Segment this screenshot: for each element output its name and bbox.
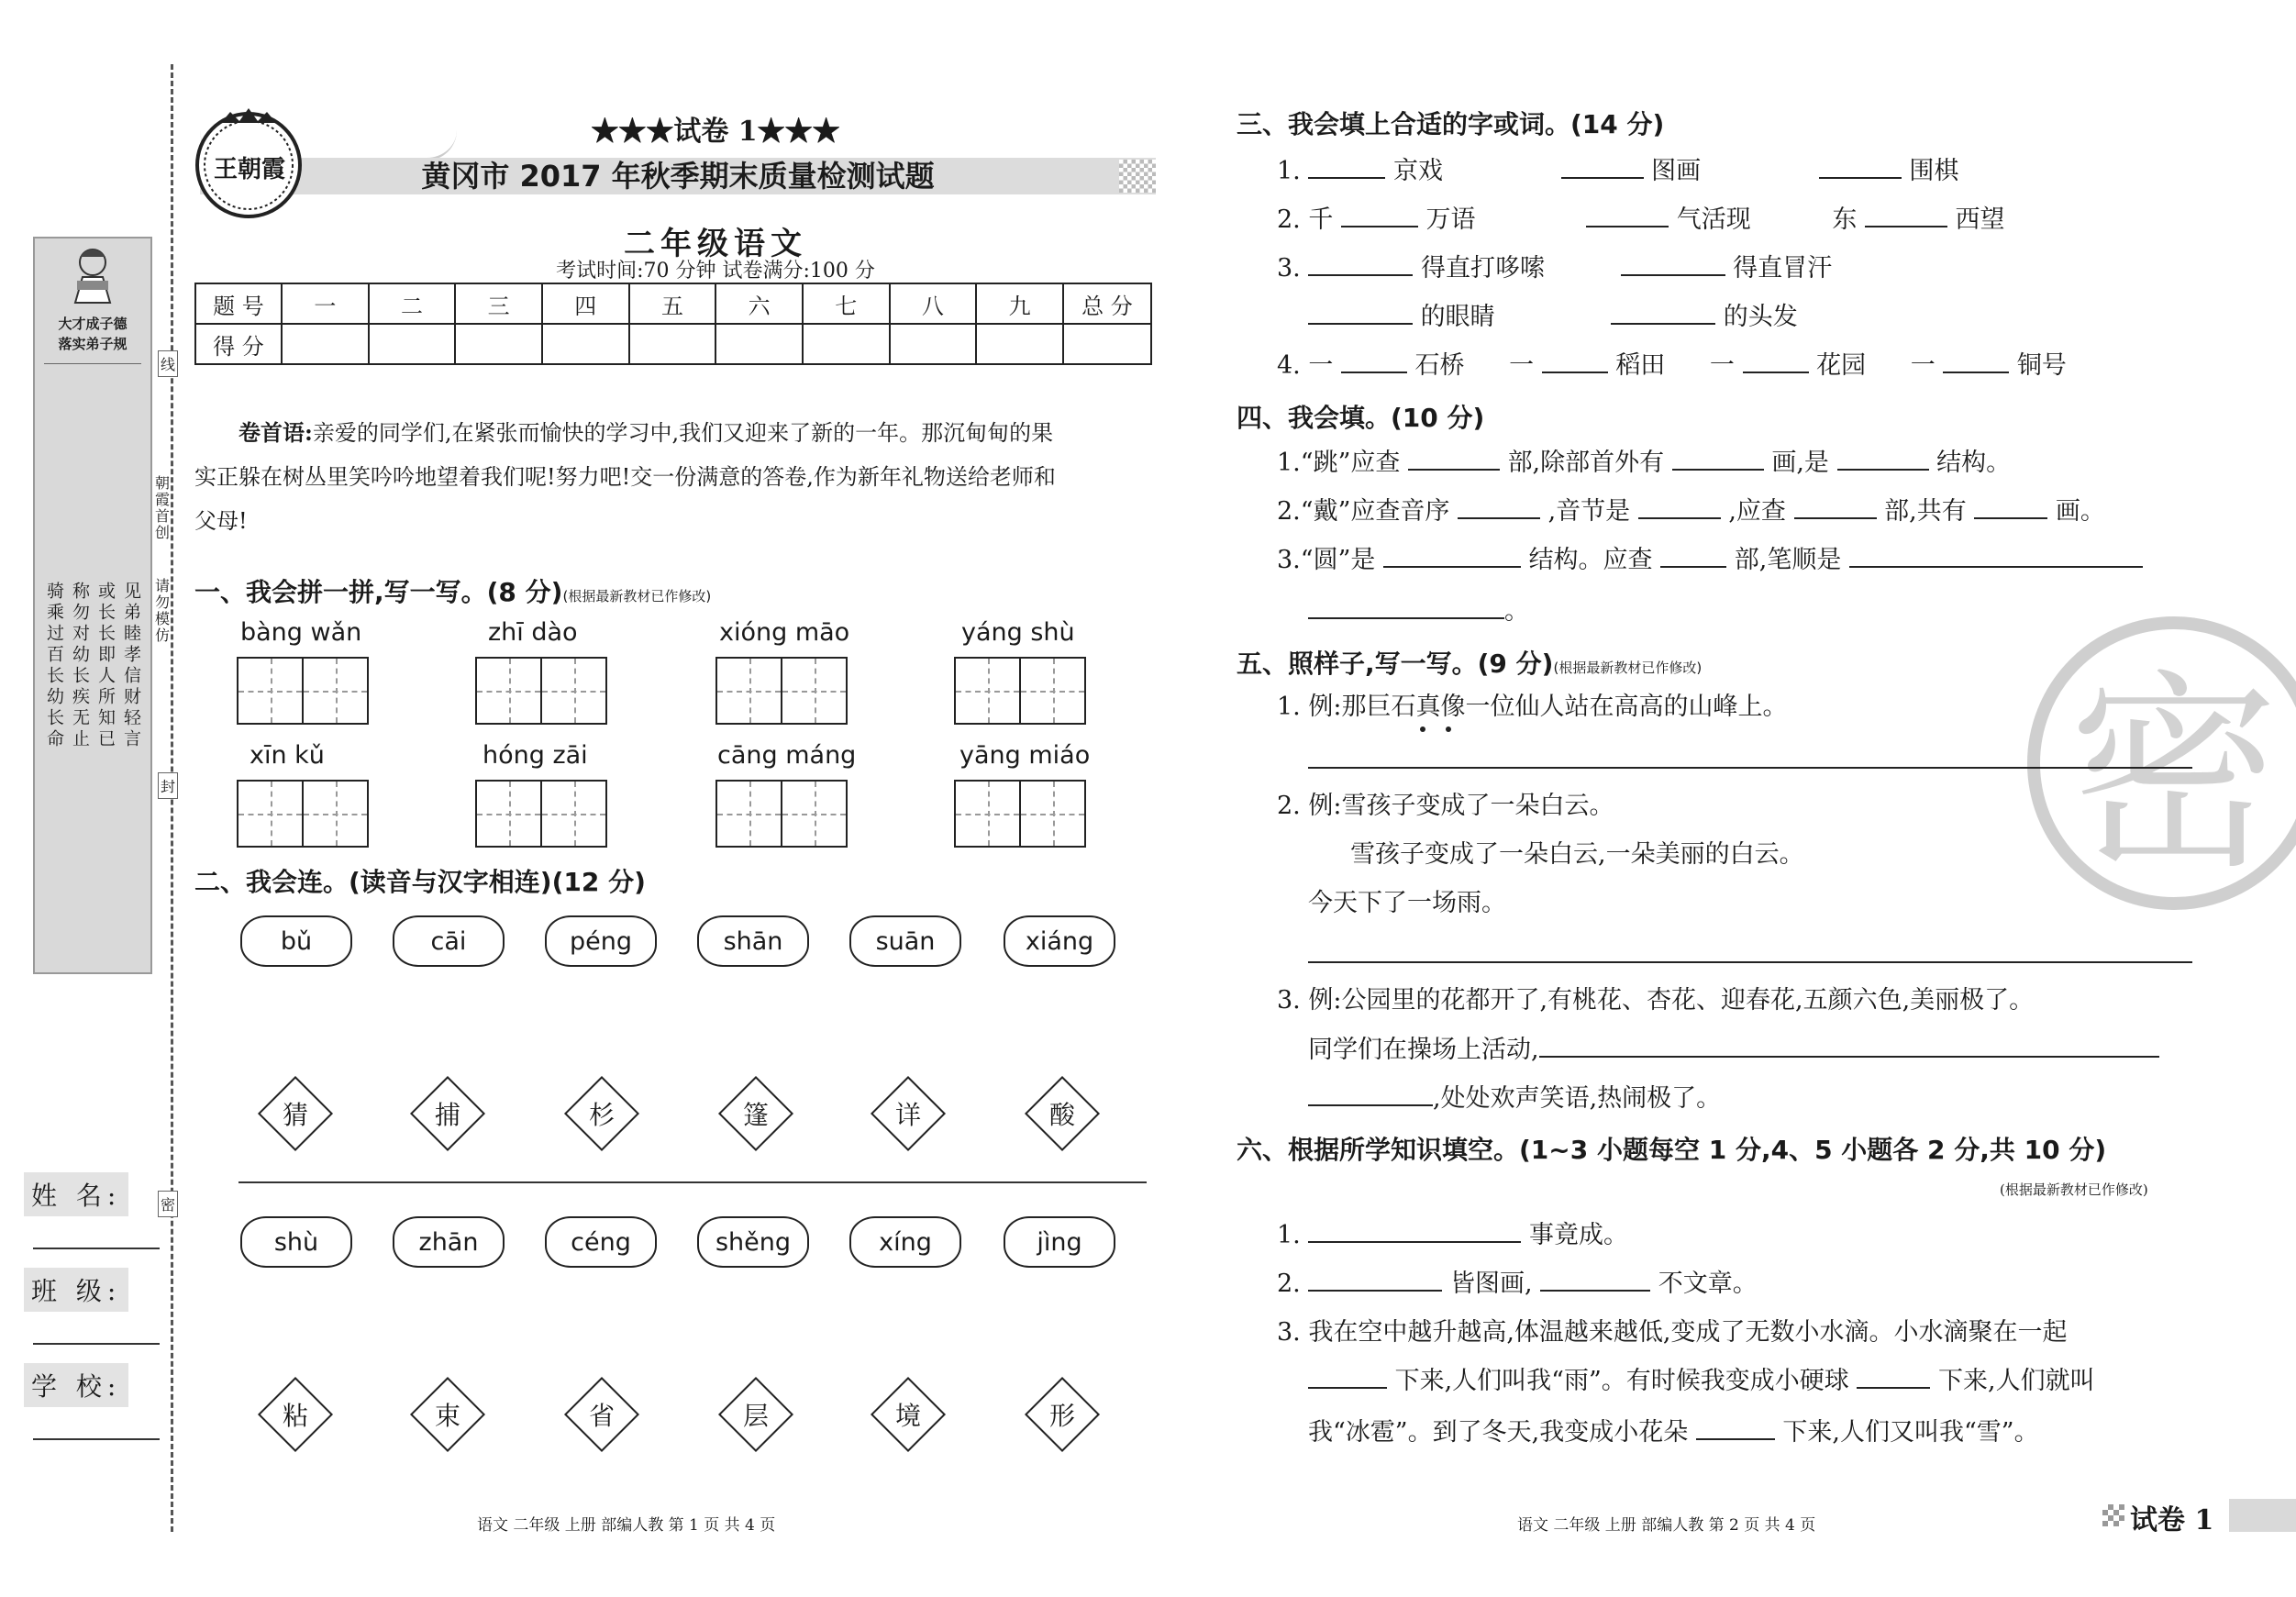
section4-line [1277, 487, 2105, 536]
tag-pattern [2102, 1504, 2124, 1526]
section2-title: 二、我会连。(读音与汉字相连)(12 分) [194, 867, 646, 897]
word-text: 万语 [1425, 205, 1476, 234]
answer-blank[interactable] [1865, 198, 1947, 227]
answer-blank[interactable] [1542, 344, 1608, 373]
word-text: 围棋 [1909, 157, 1959, 185]
question-text: 不文章。 [1658, 1270, 1758, 1298]
pinyin-cloud[interactable]: shù [240, 1216, 352, 1268]
answer-blank[interactable] [1837, 441, 1929, 471]
motto-title-2: 落实弟子规 [58, 336, 128, 352]
section3-row [1277, 195, 2005, 244]
motto-column: 或长长即人所知已 [95, 582, 116, 750]
char-diamond-text: 省 [588, 1401, 615, 1431]
char-diamond[interactable] [565, 1077, 638, 1150]
score-table [194, 283, 1152, 365]
char-diamond-text: 酸 [1048, 1100, 1075, 1130]
question-text: 我“冰雹”。到了冬天,我变成小花朵 [1308, 1418, 1689, 1447]
pinyin-cloud[interactable]: xíng [849, 1216, 961, 1268]
char-diamond[interactable] [1026, 1077, 1099, 1150]
answer-blank[interactable] [1943, 344, 2009, 373]
school-field[interactable] [33, 1438, 160, 1440]
class-field[interactable] [33, 1343, 160, 1345]
example-text: ,处处欢声笑语,热闹极了。 [1433, 1084, 1722, 1113]
section2-divider [238, 1181, 1147, 1183]
section3-row [1308, 293, 1798, 341]
tianzige-box[interactable] [954, 780, 1086, 848]
motto-column: 骑乘过百长幼长命 [44, 582, 64, 750]
question-text: ,应查 [1728, 497, 1786, 526]
publisher-logo-text: 王朝霞 [213, 156, 285, 183]
table-cell: 四 [542, 283, 629, 324]
section3-row [1277, 244, 1832, 293]
word-text: 花园 [1816, 351, 1867, 380]
word-text: 京戏 [1392, 157, 1443, 185]
example-text: 1. 例:那巨石真像一位仙人站在高高的山峰上。 [1277, 693, 1788, 721]
table-row [195, 324, 1151, 364]
answer-blank[interactable] [1308, 590, 1504, 619]
tianzige-box[interactable] [237, 780, 369, 848]
char-diamond-text: 猜 [282, 1100, 308, 1130]
section1-note: (根据最新教材已作修改) [562, 588, 712, 604]
char-diamond[interactable] [871, 1378, 945, 1451]
answer-blank[interactable] [1308, 1077, 1433, 1106]
motto-title-1: 大才成子德 [58, 316, 128, 332]
char-diamond[interactable] [565, 1378, 638, 1451]
answer-blank[interactable] [1611, 295, 1715, 325]
seal-char: 仿 [154, 627, 170, 644]
word-text: 石桥 [1414, 351, 1465, 380]
tag-bar [2229, 1499, 2296, 1532]
emphasis-dot [1420, 726, 1425, 732]
section5-note: (根据最新教材已作修改) [1553, 660, 1703, 676]
char-diamond[interactable] [871, 1077, 945, 1150]
exam-meta: 考试时间:70 分钟 试卷满分:100 分 [556, 260, 875, 283]
exam-title: 黄冈市 2017 年秋季期末质量检测试题 [421, 159, 935, 194]
example-text: 3. 例:公园里的花都开了,有桃花、杏花、迎春花,五颜六色,美丽极了。 [1277, 986, 2035, 1015]
answer-blank[interactable] [1794, 490, 1877, 519]
word-text: 的眼睛 [1420, 303, 1495, 331]
answer-blank[interactable] [1696, 1411, 1775, 1440]
motto-column: 见弟睦孝信财轻言 [121, 582, 141, 750]
question-text: 下来,人们就叫 [1937, 1367, 2095, 1395]
word-text: 稻田 [1615, 351, 1666, 380]
word-text: 的头发 [1723, 303, 1798, 331]
pinyin-label: bàng wǎn [240, 618, 362, 647]
name-field[interactable] [33, 1248, 160, 1249]
score-input[interactable] [629, 324, 716, 364]
question-text: 2.“戴”应查音序 [1277, 497, 1450, 526]
seal-char: 霞 [154, 491, 170, 508]
answer-blank[interactable] [1383, 538, 1521, 568]
question-text: 。 [1504, 597, 1529, 626]
score-input[interactable] [369, 324, 456, 364]
word-text: 铜号 [2016, 351, 2067, 380]
score-input[interactable] [803, 324, 890, 364]
example-text: 雪孩子变成了一朵白云,一朵美丽的白云。 [1350, 840, 1804, 869]
seal-char: 朝 [154, 474, 170, 492]
cut-mark: 线 [158, 350, 178, 377]
answer-blank[interactable] [1660, 538, 1726, 568]
answer-blank[interactable] [1308, 295, 1413, 325]
name-label: 姓 名: [24, 1172, 128, 1216]
score-input[interactable] [715, 324, 803, 364]
example-line [1308, 1026, 2189, 1074]
answer-blank[interactable] [1539, 1028, 2159, 1058]
section6-line [1277, 1259, 1758, 1308]
motto-column: 称勿对幼长疾无止 [70, 582, 90, 750]
answer-blank[interactable] [1341, 344, 1407, 373]
question-text: 下来,人们又叫我“雪”。 [1782, 1418, 2039, 1447]
section6-note: (根据最新教材已作修改) [2000, 1181, 2148, 1198]
item-text: 4. 一 [1277, 351, 1334, 380]
char-diamond[interactable] [1026, 1378, 1099, 1451]
table-row [195, 283, 1151, 324]
answer-blank[interactable] [1672, 441, 1764, 471]
table-cell: 一 [282, 283, 369, 324]
section5-title [1237, 644, 1702, 681]
word-text: 一 [1509, 351, 1535, 380]
table-cell: 七 [803, 283, 890, 324]
item-number: 1. [1277, 157, 1301, 185]
answer-blank[interactable] [1857, 1359, 1930, 1389]
section3-row [1277, 341, 2067, 390]
answer-blank[interactable] [1849, 538, 2143, 568]
char-diamond[interactable] [719, 1378, 793, 1451]
answer-line[interactable] [1308, 961, 2192, 963]
tianzige-box[interactable] [715, 657, 848, 725]
question-text: 3.“圆”是 [1277, 546, 1376, 574]
example-text: 同学们在操场上活动, [1308, 1036, 1539, 1064]
answer-blank[interactable] [1308, 150, 1385, 179]
section6-line [1308, 1408, 2039, 1457]
answer-blank[interactable] [1586, 198, 1669, 227]
word-text: 东 [1832, 205, 1858, 234]
tianzige-box[interactable] [237, 657, 369, 725]
answer-blank[interactable] [1974, 490, 2047, 519]
question-text: 结构。 [1936, 449, 2012, 477]
table-cell: 五 [629, 283, 716, 324]
question-text: 下来,人们叫我“雨”。有时候我变成小硬球 [1394, 1367, 1849, 1395]
table-cell: 总 分 [1063, 283, 1151, 324]
char-diamond-text: 层 [742, 1401, 769, 1431]
section3-row [1277, 147, 1958, 195]
score-input[interactable] [455, 324, 542, 364]
question-text: 画,是 [1771, 449, 1829, 477]
answer-blank[interactable] [1341, 198, 1418, 227]
char-diamond[interactable] [411, 1378, 484, 1451]
school-label: 学 校: [24, 1363, 128, 1407]
table-cell: 三 [455, 283, 542, 324]
section1-title-text: 一、我会拼一拼,写一写。(8 分) [194, 577, 563, 607]
char-diamond-text: 形 [1048, 1401, 1075, 1431]
question-text: ,音节是 [1547, 497, 1631, 526]
question-text: 皆图画, [1449, 1270, 1533, 1298]
preface-label: 卷首语: [238, 419, 313, 446]
char-diamond-text: 粘 [282, 1401, 308, 1431]
pinyin-label: cāng máng [717, 741, 857, 770]
pinyin-cloud[interactable]: cāi [393, 915, 505, 967]
score-input[interactable] [282, 324, 369, 364]
word-text: 得直冒汗 [1733, 254, 1833, 283]
answer-line[interactable] [1308, 767, 2192, 769]
motto-columns [46, 372, 141, 959]
section4-line [1277, 536, 2143, 584]
answer-blank[interactable] [1458, 490, 1540, 519]
char-diamond[interactable] [259, 1077, 332, 1150]
word-text: 图画 [1651, 157, 1702, 185]
pinyin-cloud[interactable]: jìng [1004, 1216, 1115, 1268]
section6-line [1277, 1211, 1628, 1259]
pinyin-label: xióng māo [719, 618, 850, 647]
item-number: 3. [1277, 254, 1301, 283]
word-text: 气活现 [1676, 205, 1751, 234]
motto-panel [33, 237, 152, 974]
paper-series: ★★★试卷 1★★★ [591, 116, 840, 148]
section3-title: 三、我会填上合适的字或词。(14 分) [1237, 109, 1665, 139]
item-number: 1. [1277, 1221, 1301, 1249]
seal-char: 首 [154, 507, 170, 525]
char-diamond[interactable] [719, 1077, 793, 1150]
tianzige-box[interactable] [715, 780, 848, 848]
answer-blank[interactable] [1308, 1262, 1442, 1292]
pinyin-cloud[interactable]: zhān [393, 1216, 505, 1268]
section6-line: 3. 我在空中越升越高,体温越来越低,变成了无数小水滴。小水滴聚在一起 [1277, 1318, 2068, 1347]
seal-char: 模 [154, 610, 170, 627]
subject-title: 二年级语文 [624, 226, 807, 262]
word-text: 西望 [1955, 205, 2005, 234]
pinyin-cloud[interactable]: shěng [697, 1216, 809, 1268]
pinyin-cloud[interactable]: céng [545, 1216, 657, 1268]
char-diamond[interactable] [411, 1077, 484, 1150]
tianzige-box[interactable] [475, 780, 607, 848]
pinyin-label: yāng miáo [959, 741, 1091, 770]
pinyin-cloud[interactable]: suān [849, 915, 961, 967]
word-text: 得直打哆嗦 [1420, 254, 1545, 283]
char-diamond-text: 详 [894, 1100, 921, 1130]
tianzige-box[interactable] [954, 657, 1086, 725]
cut-mark: 封 [158, 772, 178, 799]
section1-title [194, 572, 711, 609]
question-text: 1.“跳”应查 [1277, 449, 1401, 477]
example-line [1308, 1074, 1721, 1123]
confidential-stamp: 密 [2027, 616, 2296, 910]
cut-mark: 密 [158, 1191, 178, 1217]
pinyin-cloud[interactable]: xiáng [1004, 915, 1115, 967]
section4-title: 四、我会填。(10 分) [1237, 403, 1485, 433]
pinyin-cloud[interactable]: bǔ [240, 915, 352, 967]
answer-blank[interactable] [1743, 344, 1809, 373]
question-text: 事竟成。 [1528, 1221, 1628, 1249]
word-text: 一 [1709, 351, 1735, 380]
emphasis-dot [1446, 726, 1451, 732]
preface-line: 实正躲在树丛里笑吟吟地望着我们呢!努力吧!交一份满意的答卷,作为新年礼物送给老师和 [194, 464, 1056, 490]
question-text: 结构。应查 [1528, 546, 1653, 574]
section6-title: 六、根据所学知识填空。(1~3 小题每空 1 分,4、5 小题各 2 分,共 10 分) [1237, 1135, 2107, 1165]
score-input[interactable] [890, 324, 977, 364]
score-input[interactable] [542, 324, 629, 364]
table-cell: 二 [369, 283, 456, 324]
section4-line [1308, 587, 1529, 636]
seal-char: 勿 [154, 593, 170, 611]
example-text: 2. 例:雪孩子变成了一朵白云。 [1277, 792, 1614, 820]
seal-text-column [154, 475, 171, 644]
question-text: 部,笔顺是 [1734, 546, 1842, 574]
answer-blank[interactable] [1308, 247, 1413, 276]
answer-blank[interactable] [1408, 441, 1500, 471]
footer-left: 语文 二年级 上册 部编人教 第 1 页 共 4 页 [477, 1516, 776, 1535]
score-input[interactable] [976, 324, 1063, 364]
answer-blank[interactable] [1308, 1214, 1521, 1243]
seal-char: 创 [154, 524, 170, 541]
score-input[interactable] [1063, 324, 1151, 364]
footer-right: 语文 二年级 上册 部编人教 第 2 页 共 4 页 [1517, 1516, 1816, 1535]
pinyin-label: xīn kǔ [250, 741, 325, 770]
char-diamond[interactable] [259, 1378, 332, 1451]
preface-line: 亲爱的同学们,在紧张而愉快的学习中,我们又迎来了新的一年。那沉甸甸的果 [312, 420, 1054, 446]
example-text: 今天下了一场雨。 [1308, 889, 1506, 917]
item-number: 2. [1277, 1270, 1301, 1298]
char-diamond-text: 束 [434, 1401, 460, 1431]
answer-blank[interactable] [1540, 1262, 1650, 1292]
table-cell: 得 分 [195, 324, 282, 364]
table-cell: 八 [890, 283, 977, 324]
question-text: 部,除部首外有 [1507, 449, 1665, 477]
char-diamond-text: 杉 [588, 1100, 615, 1130]
question-text: 部,共有 [1884, 497, 1967, 526]
section4-line [1277, 438, 2011, 487]
word-text: 一 [1910, 351, 1936, 380]
tianzige-box[interactable] [475, 657, 607, 725]
pinyin-cloud[interactable]: péng [545, 915, 657, 967]
class-label: 班 级: [24, 1268, 128, 1312]
pinyin-label: zhī dào [488, 618, 578, 647]
answer-blank[interactable] [1819, 150, 1902, 179]
answer-blank[interactable] [1308, 1359, 1387, 1389]
char-diamond-text: 境 [894, 1401, 921, 1431]
answer-blank[interactable] [1638, 490, 1721, 519]
section5-title-text: 五、照样子,写一写。(9 分) [1237, 649, 1554, 679]
preface-line: 父母! [194, 508, 248, 534]
answer-blank[interactable] [1561, 150, 1644, 179]
table-cell: 九 [976, 283, 1063, 324]
paper-tag: 试卷 1 [2130, 1504, 2214, 1536]
section6-line [1308, 1357, 2095, 1405]
table-cell: 六 [715, 283, 803, 324]
preface [194, 411, 1156, 543]
seal-char: 请 [154, 577, 170, 594]
item-text: 2. 千 [1277, 205, 1334, 234]
pinyin-label: yáng shù [961, 618, 1075, 647]
question-text: 画。 [2055, 497, 2105, 526]
char-diamond-text: 捕 [434, 1100, 460, 1130]
answer-blank[interactable] [1621, 247, 1725, 276]
char-diamond-text: 篷 [742, 1100, 769, 1130]
pinyin-label: hóng zāi [482, 741, 588, 770]
table-cell: 题 号 [195, 283, 282, 324]
pinyin-cloud[interactable]: shān [697, 915, 809, 967]
